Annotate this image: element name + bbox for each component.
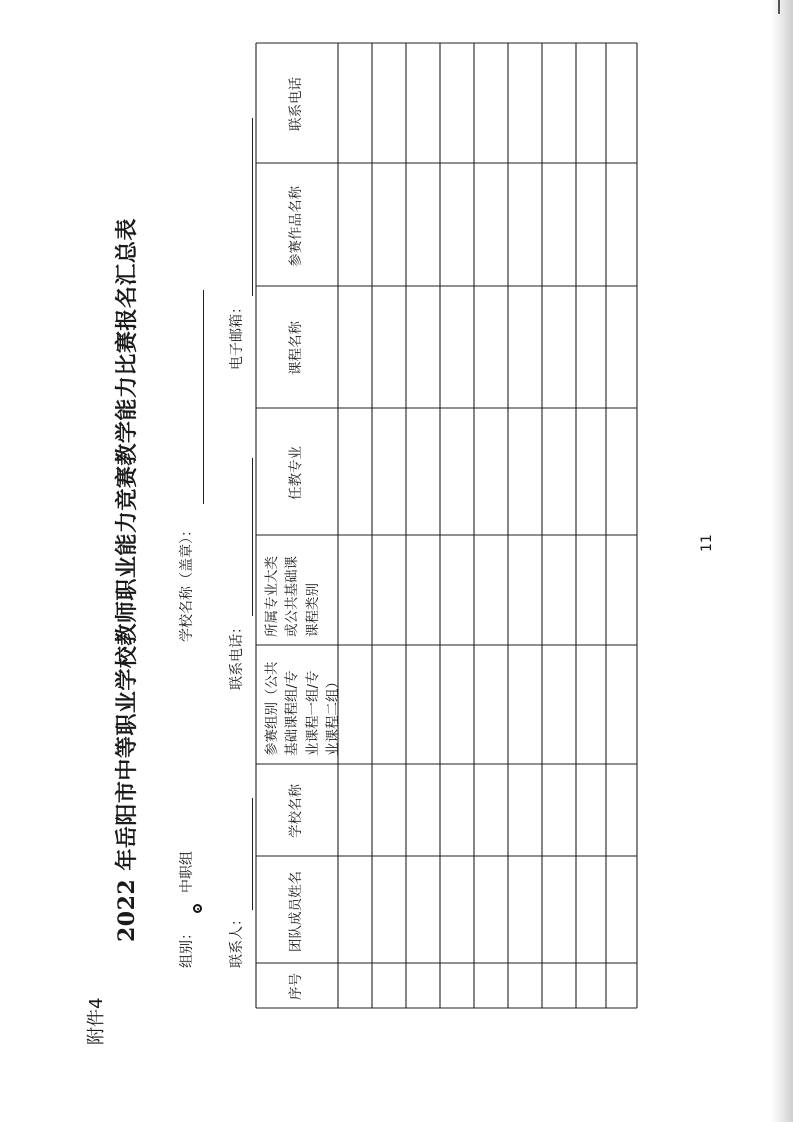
table-cell-r5-c8[interactable] <box>474 163 508 286</box>
contact-phone-field[interactable] <box>252 458 253 616</box>
table-cell-r6-c3[interactable] <box>508 764 542 856</box>
table-cell-r2-c6[interactable] <box>372 408 406 535</box>
document-title: 2022 年岳阳市中等职业学校教师职业能力竞赛教学能力比赛报名汇总表 <box>114 218 140 942</box>
table-cell-r4-c4[interactable] <box>440 645 474 764</box>
table-cell-r3-c7[interactable] <box>406 286 440 408</box>
table-cell-r8-c1[interactable] <box>576 963 606 1008</box>
table-cell-r8-c8[interactable] <box>576 163 606 286</box>
contact-person-label: 联系人： <box>229 912 245 968</box>
table-cell-r9-c8[interactable] <box>606 163 637 286</box>
table-cell-r2-c2[interactable] <box>372 856 406 963</box>
table-cell-r5-c7[interactable] <box>474 286 508 408</box>
col-header-6: 任教专业 <box>288 445 304 500</box>
col-header-5-line-3: 课程类别 <box>304 583 321 637</box>
table-cell-r1-c9[interactable] <box>338 43 372 163</box>
table-cell-r1-c8[interactable] <box>338 163 372 286</box>
col-header-5 <box>262 556 323 637</box>
col-header-1: 序号 <box>288 972 304 1000</box>
table-cell-r4-c2[interactable] <box>440 856 474 963</box>
table-cell-r9-c4[interactable] <box>606 645 637 764</box>
table-cell-r8-c7[interactable] <box>576 286 606 408</box>
group-option-label: 中职组 <box>179 851 195 893</box>
table-cell-r1-c2[interactable] <box>338 856 372 963</box>
table-cell-r1-c1[interactable] <box>338 963 372 1008</box>
col-header-4-line-4: 业课程二组） <box>324 675 341 756</box>
table-cell-r7-c3[interactable] <box>542 764 576 856</box>
table-cell-r9-c6[interactable] <box>606 408 637 535</box>
page-number: 11 <box>699 534 715 552</box>
table-cell-r4-c7[interactable] <box>440 286 474 408</box>
col-header-3: 学校名称 <box>288 784 304 838</box>
table-cell-r9-c5[interactable] <box>606 535 637 645</box>
table-cell-r7-c6[interactable] <box>542 408 576 535</box>
table-cell-r1-c7[interactable] <box>338 286 372 408</box>
email-label: 电子邮箱： <box>229 300 245 370</box>
table-cell-r6-c5[interactable] <box>508 535 542 645</box>
table-cell-r7-c4[interactable] <box>542 645 576 764</box>
table-cell-r6-c9[interactable] <box>508 43 542 163</box>
table-cell-r8-c6[interactable] <box>576 408 606 535</box>
table-cell-r3-c5[interactable] <box>406 535 440 645</box>
group-radio-selected[interactable] <box>193 904 202 913</box>
table-cell-r4-c1[interactable] <box>440 963 474 1008</box>
table-cell-r5-c4[interactable] <box>474 645 508 764</box>
table-cell-r1-c5[interactable] <box>338 535 372 645</box>
table-cell-r9-c9[interactable] <box>606 43 637 163</box>
table-cell-r2-c3[interactable] <box>372 764 406 856</box>
col-header-5-line-2: 或公共基础课 <box>284 556 301 637</box>
table-cell-r2-c5[interactable] <box>372 535 406 645</box>
table-cell-r4-c5[interactable] <box>440 535 474 645</box>
table-cell-r1-c4[interactable] <box>338 645 372 764</box>
table-cell-r8-c4[interactable] <box>576 645 606 764</box>
col-header-7: 课程名称 <box>288 321 304 375</box>
col-header-2: 团队成员姓名 <box>288 870 304 952</box>
col-header-9: 联系电话 <box>288 77 304 131</box>
table-cell-r9-c7[interactable] <box>606 286 637 408</box>
table-cell-r3-c9[interactable] <box>406 43 440 163</box>
table-cell-r8-c2[interactable] <box>576 856 606 963</box>
table-cell-r7-c9[interactable] <box>542 43 576 163</box>
col-header-4 <box>262 662 343 757</box>
contact-person-field[interactable] <box>252 798 253 910</box>
table-cell-r2-c8[interactable] <box>372 163 406 286</box>
contact-phone-label: 联系电话： <box>229 620 245 690</box>
email-field[interactable] <box>252 118 253 296</box>
group-label: 组别： <box>179 926 195 968</box>
table-cell-r8-c9[interactable] <box>576 43 606 163</box>
table-cell-r2-c7[interactable] <box>372 286 406 408</box>
binding-mark <box>778 0 780 14</box>
table-cell-r3-c8[interactable] <box>406 163 440 286</box>
table-cell-r8-c5[interactable] <box>576 535 606 645</box>
table-cell-r5-c1[interactable] <box>474 963 508 1008</box>
table-cell-r5-c6[interactable] <box>474 408 508 535</box>
table-cell-r7-c5[interactable] <box>542 535 576 645</box>
scan-page-edge <box>771 0 793 1122</box>
table-cell-r7-c8[interactable] <box>542 163 576 286</box>
table-cell-r8-c3[interactable] <box>576 764 606 856</box>
table-cell-r1-c3[interactable] <box>338 764 372 856</box>
table-cell-r3-c4[interactable] <box>406 645 440 764</box>
table-cell-r5-c3[interactable] <box>474 764 508 856</box>
table-cell-r4-c9[interactable] <box>440 43 474 163</box>
table-cell-r3-c1[interactable] <box>406 963 440 1008</box>
table-cell-r3-c6[interactable] <box>406 408 440 535</box>
col-header-4-line-2: 基础课程组/专 <box>284 670 301 756</box>
table-cell-r9-c2[interactable] <box>606 856 637 963</box>
table-cell-r5-c2[interactable] <box>474 856 508 963</box>
table-cell-r4-c6[interactable] <box>440 408 474 535</box>
school-name-label: 学校名称（盖章）： <box>179 523 195 642</box>
table-cell-r6-c2[interactable] <box>508 856 542 963</box>
table-cell-r9-c1[interactable] <box>606 963 637 1008</box>
table-cell-r6-c1[interactable] <box>508 963 542 1008</box>
table-cell-r5-c9[interactable] <box>474 43 508 163</box>
table-cell-r5-c5[interactable] <box>474 535 508 645</box>
table-cell-r2-c4[interactable] <box>372 645 406 764</box>
col-header-8: 参赛作品名称 <box>288 185 304 267</box>
table-cell-r3-c3[interactable] <box>406 764 440 856</box>
table-cell-r6-c6[interactable] <box>508 408 542 535</box>
table-cell-r4-c8[interactable] <box>440 163 474 286</box>
table-cell-r7-c7[interactable] <box>542 286 576 408</box>
table-cell-r6-c8[interactable] <box>508 163 542 286</box>
table-cell-r7-c1[interactable] <box>542 963 576 1008</box>
table-cell-r7-c2[interactable] <box>542 856 576 963</box>
col-header-4-line-1: 参赛组别（公共 <box>264 661 280 756</box>
table-cell-r2-c9[interactable] <box>372 43 406 163</box>
table-cell-r4-c3[interactable] <box>440 764 474 856</box>
table-cell-r1-c6[interactable] <box>338 408 372 535</box>
school-name-field[interactable] <box>203 290 204 504</box>
table-cell-r6-c4[interactable] <box>508 645 542 764</box>
table-cell-r3-c2[interactable] <box>406 856 440 963</box>
annex-label: 附件4 <box>86 997 107 1045</box>
col-header-4-line-3: 业课程一组/专 <box>304 670 321 756</box>
table-cell-r2-c1[interactable] <box>372 963 406 1008</box>
table-cell-r9-c3[interactable] <box>606 764 637 856</box>
table-cell-r6-c7[interactable] <box>508 286 542 408</box>
col-header-5-line-1: 所属专业大类 <box>264 556 280 637</box>
